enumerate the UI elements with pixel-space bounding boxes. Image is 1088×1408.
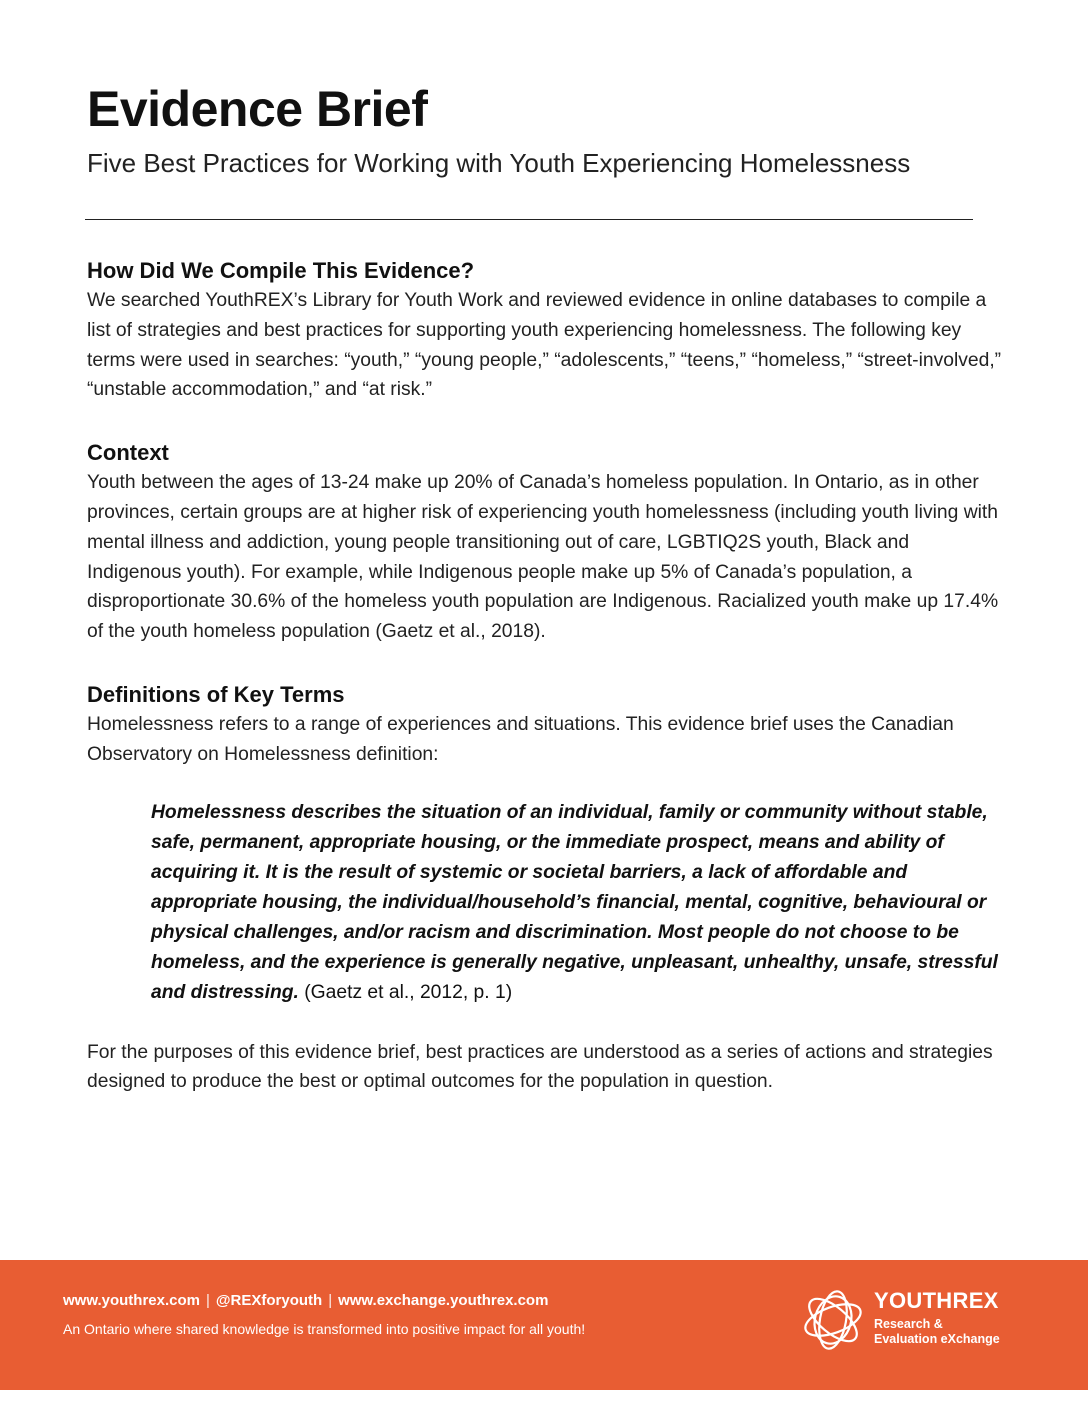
website-link[interactable]: www.youthrex.com [63,1292,200,1309]
closing-paragraph: For the purposes of this evidence brief, best practices are understood as a series of actions and strategies designed to produce the best or optimal outcomes for the population in question. [87,1041,993,1093]
footer-tagline: An Ontario where shared knowledge is transformed into positive impact for all youth! [63,1321,586,1337]
youthrex-brand [800,1286,1020,1356]
section-paragraph: We searched YouthREX’s Library for Youth Work and reviewed evidence in online databases to compile a list of strategies and best practices for supporting youth experiencing homelessness. The following key terms were used in searches: “youth,” “young people,” “adolescents,” “teens,” “homeless,” “street-involved,” “unstable accommodation,” and “at risk.” [87,290,1002,401]
section-paragraph: Homelessness refers to a range of experiences and situations. This evidence brief uses the Canadian Observatory on Homelessness definition: [87,713,954,765]
document-body [87,256,1007,1097]
title-divider [85,219,973,220]
section-heading: Definitions of Key Terms [87,681,345,707]
page-title: Evidence Brief [87,81,428,137]
exchange-link[interactable]: www.exchange.youthrex.com [338,1292,549,1309]
footer-links [63,1292,548,1309]
brand-name: YOUTHREX [874,1288,999,1313]
section-context [87,438,1007,647]
brand-tagline-line: Evaluation eXchange [874,1332,1000,1346]
section-heading: How Did We Compile This Evidence? [87,258,475,283]
link-separator: | [205,1292,210,1309]
brand-tagline-line: Research & [874,1317,943,1331]
section-heading: Context [87,440,169,466]
section-paragraph: Youth between the ages of 13-24 make up 20% of Canada’s homeless population. In Ontario, as in other provinces, certain groups are at higher risk of experiencing youth homelessness (including youth living with mental illness and addiction, young people transitioning out of care, LGBTIQ2S youth, Black and Indigenous youth). For example, while Indigenous people make up 5% of Canada’s population, a disproportionate 30.6% of the homeless youth population are Indigenous. Racialized youth make up 17.4% of the youth homeless population (Gaetz et al., 2018). [87,472,999,643]
link-separator: | [328,1292,333,1309]
twitter-link[interactable]: @REXforyouth [215,1292,323,1309]
definition-quote [151,798,1003,1008]
section-definitions [87,680,1007,1097]
page-subtitle: Five Best Practices for Working with Youth Experiencing Homelessness [87,148,911,178]
section-how-compiled [87,256,1007,405]
quote-text: Homelessness describes the situation of an individual, family or community without stable, safe, permanent, appropriate housing, or the immediate prospect, means and ability of acquiring it. It is the result of systemic or societal barriers, a lack of affordable and appropriate housing, the individual/household’s financial, mental, cognitive, behavioural or physical challenges, and/or racism and discrimination. Most people do not choose to be homeless, and the experience is generally negative, unpleasant, unhealthy, unsafe, stressful and distressing. [151,801,998,1003]
footer-banner [0,1260,1088,1390]
quote-citation: (Gaetz et al., 2012, p. 1) [298,981,513,1003]
orbit-rings-logo-icon [800,1288,866,1352]
